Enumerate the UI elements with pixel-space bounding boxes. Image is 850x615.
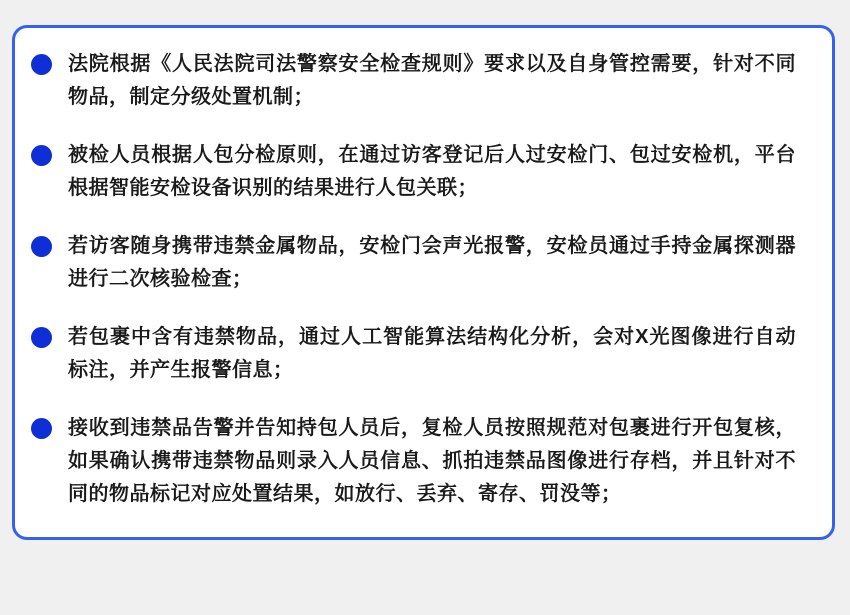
bullet-icon: [31, 418, 52, 439]
list-item: [31, 321, 808, 387]
bullet-icon: [31, 236, 52, 257]
list-item-text: 接收到违禁品告警并告知持包人员后，复检人员按照规范对包裹进行开包复核，如果确认携带违禁物品则录入人员信息、抓拍违禁品图像进行存档，并且针对不同的物品标记对应处置结果，如放行、丢弃、寄存、罚没等；: [68, 417, 796, 505]
content-card: [12, 25, 835, 540]
list-item: [31, 48, 808, 114]
list-item: [31, 139, 808, 205]
bullet-icon: [31, 327, 52, 348]
list-item: [31, 412, 808, 511]
list-item-text: 若包裹中含有违禁物品，通过人工智能算法结构化分析，会对X光图像进行自动标注，并产生报警信息；: [68, 326, 796, 381]
bullet-list: [31, 48, 808, 511]
list-item-text: 被检人员根据人包分检原则，在通过访客登记后人过安检门、包过安检机，平台根据智能安检设备识别的结果进行人包关联；: [68, 144, 796, 199]
bullet-icon: [31, 145, 52, 166]
list-item: [31, 230, 808, 296]
bullet-icon: [31, 54, 52, 75]
list-item-text: 法院根据《人民法院司法警察安全检查规则》要求以及自身管控需要，针对不同物品，制定分级处置机制；: [68, 53, 796, 108]
list-item-text: 若访客随身携带违禁金属物品，安检门会声光报警，安检员通过手持金属探测器进行二次核验检查；: [68, 235, 796, 290]
